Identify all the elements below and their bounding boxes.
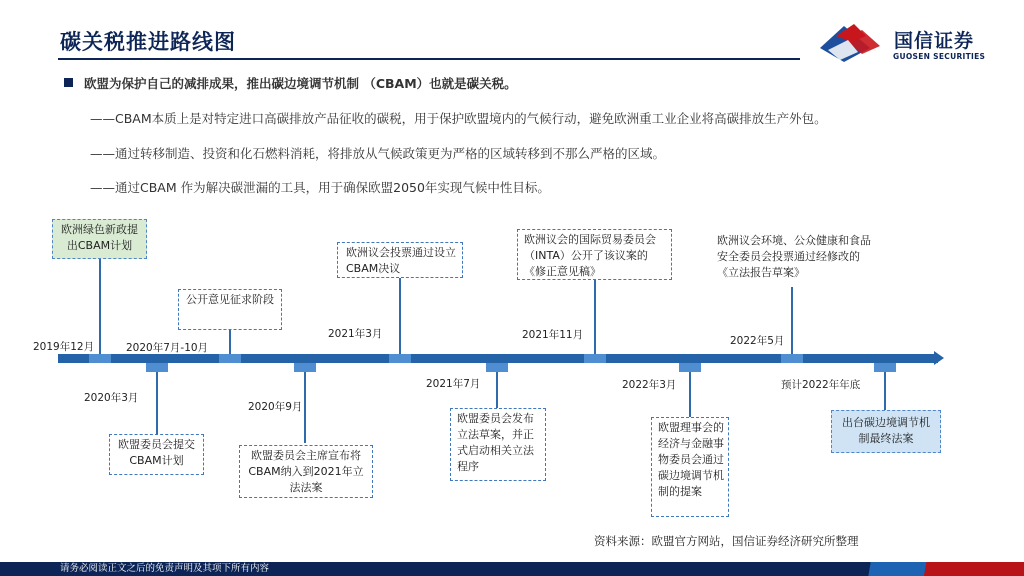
timeline-marker [219,354,241,363]
event-box: 公开意见征求阶段 [178,289,282,330]
event-box: 欧洲绿色新政提出CBAM计划 [52,219,147,259]
event-date: 2022年3月 [622,379,677,391]
timeline-marker [679,363,701,372]
event-box: 欧洲议会环境、公众健康和食品安全委员会投票通过经修改的《立法报告草案》 [713,231,879,287]
event-box: 欧盟委员会提交CBAM计划 [109,434,204,475]
event-box: 欧洲议会的国际贸易委员会（INTA）公开了该议案的《修正意见稿》 [517,229,672,280]
timeline-marker [89,354,111,363]
event-box: 欧盟理事会的经济与金融事物委员会通过碳边境调节机制的提案 [651,417,729,517]
intro-headline: 欧盟为保护自己的减排成果，推出碳边境调节机制 （CBAM）也就是碳关税。 [84,76,517,91]
timeline-tick [156,363,158,435]
timeline-marker [294,363,316,372]
footer-accent-stripe [804,562,1024,576]
timeline-tick [791,287,793,354]
event-box: 欧盟委员会发布立法草案，并正式启动相关立法程序 [450,408,546,481]
intro-point-2: ——通过转移制造、投资和化石燃料消耗，将排放从气候政策更为严格的区域转移到不那么严格的区域。 [90,146,666,161]
timeline-arrow-icon [934,351,944,365]
event-date: 2019年12月 [33,341,95,353]
footer-disclaimer: 请务必阅读正文之后的免责声明及其项下所有内容 [60,563,270,574]
event-date: 2021年3月 [328,328,383,340]
event-box-final: 出台碳边境调节机制最终法案 [831,410,941,453]
title-underline [58,58,800,60]
timeline-marker [584,354,606,363]
event-date: 预计2022年年底 [781,379,861,391]
source-note: 资料来源：欧盟官方网站，国信证券经济研究所整理 [594,534,859,548]
timeline-marker [146,363,168,372]
intro-point-1: ——CBAM本质上是对特定进口高碳排放产品征收的碳税，用于保护欧盟境内的气候行动，避免欧洲重工业企业将高碳排放生产外包。 [90,111,827,126]
timeline-marker [874,363,896,372]
timeline-tick [229,330,231,354]
timeline-tick [99,258,101,354]
event-date: 2022年5月 [730,335,785,347]
timeline-axis [58,354,938,363]
timeline-marker [389,354,411,363]
timeline-tick [304,363,306,443]
page-title: 碳关税推进路线图 [60,30,236,54]
timeline-tick [594,280,596,354]
footer-bar [0,562,1024,576]
bullet-square-icon [64,78,73,87]
event-date: 2020年7月-10月 [126,342,209,354]
timeline-marker [781,354,803,363]
event-box: 欧洲议会投票通过设立CBAM决议 [337,242,463,278]
logo-text-cn: 国信证券 [894,30,975,52]
intro-point-3: ——通过CBAM 作为解决碳泄漏的工具，用于确保欧盟2050年实现气候中性目标。 [90,180,550,195]
event-box: 欧盟委员会主席宣布将CBAM纳入到2021年立法法案 [239,445,373,498]
timeline-tick [399,277,401,354]
event-date: 2020年9月 [248,401,303,413]
event-date: 2020年3月 [84,392,139,404]
timeline-marker [486,363,508,372]
event-date: 2021年11月 [522,329,584,341]
logo-text-en: GUOSEN SECURITIES [893,52,986,61]
event-date: 2021年7月 [426,378,481,390]
